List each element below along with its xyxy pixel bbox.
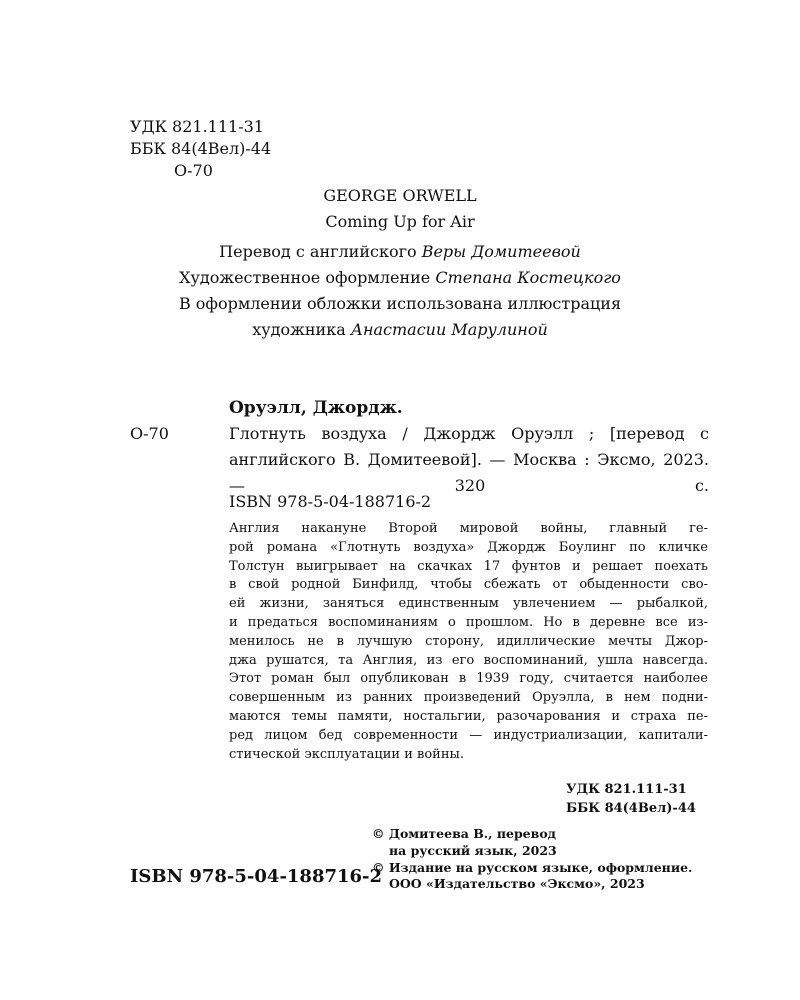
- annotation-line: рой романа «Глотнуть воздуха» Джордж Боулинг по кличке: [229, 539, 708, 555]
- credit-illustrator: [0, 317, 800, 343]
- udk-code-bottom: УДК 821.111-31: [566, 782, 687, 797]
- biblio-author-mark: О-70: [130, 424, 169, 443]
- biblio-entry: Глотнуть воздуха / Джордж Оруэлл ; [перевод с английского В. Домитеевой]. — Москва : Эксмо, 2023. — 320 с.: [229, 424, 709, 495]
- copyright-publisher: ООО «Издательство «Эксмо», 2023: [389, 876, 645, 892]
- classification-codes: [130, 116, 271, 182]
- author-mark: О-70: [174, 161, 213, 180]
- credit-design-name: Степана Костецкого: [435, 268, 621, 287]
- bbk-code-bottom: ББК 84(4Вел)-44: [566, 801, 696, 816]
- annotation: [229, 520, 708, 764]
- annotation-line: Толстун выигрывает на скачках 17 фунтов и решает поехать: [229, 558, 708, 574]
- credit-design: [0, 265, 800, 291]
- udk-code: УДК 821.111-31: [130, 117, 264, 136]
- credit-illustrator-label: художника: [252, 320, 351, 339]
- credit-design-label: Художественное оформление: [179, 268, 436, 287]
- biblio-heading: Оруэлл, Джордж.: [229, 398, 403, 418]
- annotation-line: Этот роман был опубликован в 1939 году, считается наиболее: [229, 671, 708, 687]
- annotation-line: ред лицом бед современности — индустриализации, капитали-: [229, 727, 708, 743]
- annotation-line: стической эксплуатации и войны.: [229, 746, 464, 762]
- isbn-large: ISBN 978-5-04-188716-2: [130, 866, 383, 887]
- annotation-line: совершенным из ранних произведений Оруэлла, в нем подни-: [229, 690, 708, 706]
- credit-translator-name: Веры Домитеевой: [421, 242, 581, 261]
- annotation-line: менилось не в лучшую сторону, идиллические мечты Джор-: [229, 633, 708, 649]
- annotation-line: джа рушатся, та Англия, из его воспоминаний, ушла навсегда.: [229, 652, 708, 668]
- credit-cover: В оформлении обложки использована иллюстрация: [178, 294, 622, 313]
- bbk-code: ББК 84(4Вел)-44: [130, 139, 272, 158]
- annotation-line: ей жизни, заняться единственным увлечением — рыбалкой,: [229, 596, 708, 612]
- credit-translator-label: Перевод с английского: [219, 242, 422, 261]
- biblio-isbn: ISBN 978-5-04-188716-2: [229, 492, 432, 511]
- original-title: Coming Up for Air: [325, 212, 475, 231]
- annotation-line: Англия накануне Второй мировой войны, главный ге-: [229, 521, 708, 536]
- credit-illustrator-name: Анастасии Марулиной: [350, 320, 548, 339]
- classification-codes-bottom: [566, 780, 696, 818]
- annotation-line: маются темы памяти, ностальгии, разочарования и страха пе-: [229, 708, 708, 724]
- credit-translator: [0, 239, 800, 265]
- copyright-translation: © Домитеева В., перевод: [372, 826, 556, 841]
- original-author: GEORGE ORWELL: [323, 186, 477, 205]
- copyright-edition: © Издание на русском языке, оформление.: [372, 859, 693, 875]
- annotation-line: в свой родной Бинфилд, чтобы сбежать от обыденности сво-: [229, 577, 708, 593]
- copyright-translation-detail: на русский язык, 2023: [389, 842, 557, 858]
- copyright-block: [372, 826, 692, 893]
- annotation-line: и предаться воспоминаниям о прошлом. Но в деревне все из-: [229, 614, 708, 630]
